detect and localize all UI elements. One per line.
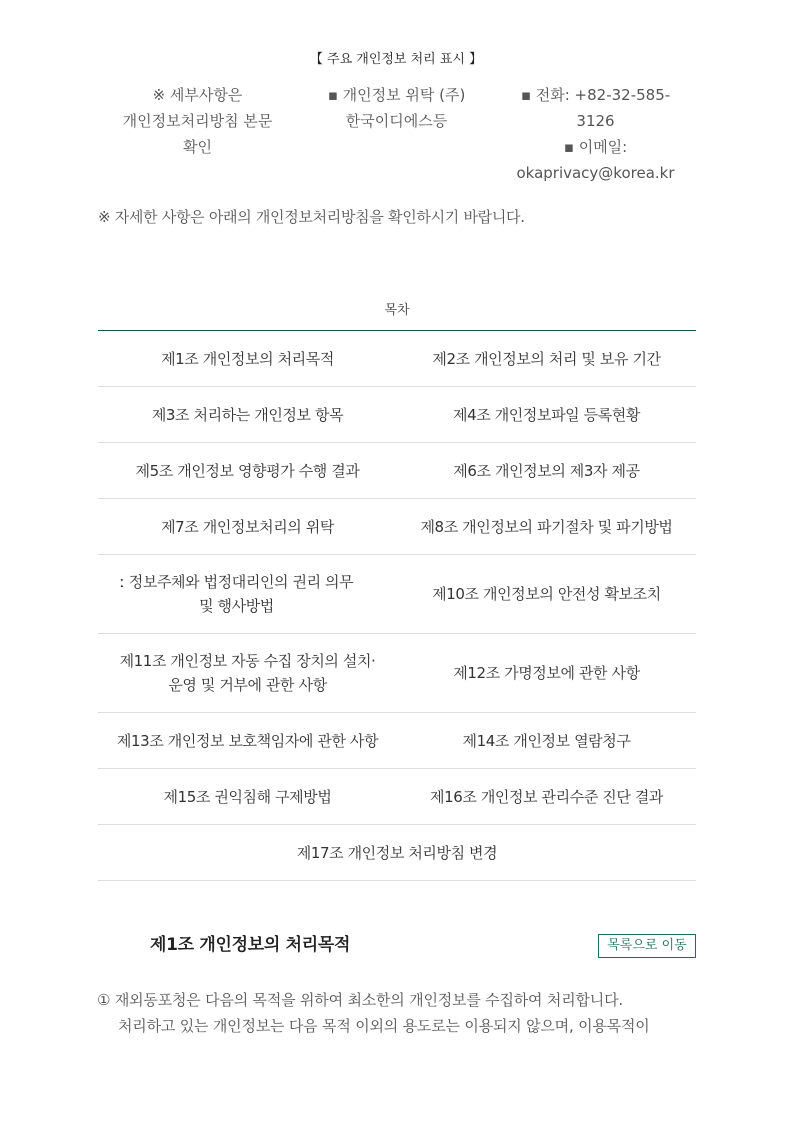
toc-link-article-6[interactable]: 제6조 개인정보의 제3자 제공 [453, 461, 640, 480]
toc-link-article-16[interactable]: 제16조 개인정보 관리수준 진단 결과 [429, 787, 664, 806]
toc-link-line: 운영 및 거부에 관한 사항 [168, 676, 327, 694]
toc-row [98, 331, 696, 387]
summary-line: ※ 세부사항은 [152, 86, 243, 104]
summary-line: 확인 [183, 138, 212, 156]
toc-row [98, 387, 696, 443]
summary-column-contact [496, 82, 695, 186]
toc-title: 목차 [384, 303, 410, 318]
toc-table [98, 330, 696, 881]
toc-link-article-15[interactable]: 제15조 권익침해 구제방법 [163, 787, 332, 806]
toc-link-article-4[interactable]: 제4조 개인정보파일 등록현황 [453, 405, 640, 424]
toc-link-article-5[interactable]: 제5조 개인정보 영향평가 수행 결과 [135, 461, 360, 480]
toc-link-article-14[interactable]: 제14조 개인정보 열람청구 [462, 731, 631, 750]
back-to-toc-button[interactable]: 목록으로 이동 [598, 934, 696, 958]
toc-link-article-9[interactable] [98, 570, 397, 618]
toc-link-article-10[interactable]: 제10조 개인정보의 안전성 확보조치 [432, 585, 661, 603]
toc-link-article-1[interactable]: 제1조 개인정보의 처리목적 [161, 349, 334, 368]
toc-link-article-17[interactable]: 제17조 개인정보 처리방침 변경 [296, 843, 498, 862]
toc-link-line: 제11조 개인정보 자동 수집 장치의 설치· [119, 652, 376, 670]
summary-line-email: okaprivacy@korea.kr [516, 164, 675, 182]
toc-row [98, 499, 696, 555]
toc-link-article-8[interactable]: 제8조 개인정보의 파기절차 및 파기방법 [420, 517, 673, 536]
toc-row [98, 634, 696, 713]
toc-row [98, 825, 696, 881]
toc-link-article-2[interactable]: 제2조 개인정보의 처리 및 보유 기간 [432, 349, 661, 368]
summary-line-phone-cont: 3126 [576, 112, 615, 130]
summary-line: 개인정보처리방침 본문 [122, 112, 273, 130]
toc-link-line: 및 행사방법 [199, 597, 274, 615]
toc-row [98, 443, 696, 499]
toc-row [98, 713, 696, 769]
toc-row [98, 769, 696, 825]
toc-link-article-7[interactable]: 제7조 개인정보처리의 위탁 [161, 517, 334, 536]
toc-link-article-11[interactable] [98, 649, 397, 697]
toc-link-line: ː 정보주체와 법정대리인의 권리 의무 [119, 573, 354, 591]
summary-column-details [98, 82, 297, 186]
toc-link-article-13[interactable]: 제13조 개인정보 보호책임자에 관한 사항 [116, 731, 379, 750]
paragraph-line: 처리하고 있는 개인정보는 다음 목적 이외의 용도로는 이용되지 않으며, 이용목적이 [118, 1017, 650, 1035]
section-heading: 제1조 개인정보의 처리목적 [150, 935, 351, 955]
paragraph-line: ① 재외동포청은 다음의 목적을 위하여 최소한의 개인정보를 수집하여 처리합니다. [97, 991, 623, 1009]
toc-link-article-12[interactable]: 제12조 가명정보에 관한 사항 [453, 664, 640, 682]
notice-text: ※ 자세한 사항은 아래의 개인정보처리방침을 확인하시기 바랍니다. [98, 208, 525, 226]
summary-columns [98, 82, 696, 186]
summary-line-phone: ▪ 전화: +82-32-585- [520, 86, 671, 104]
toc-link-article-3[interactable]: 제3조 처리하는 개인정보 항목 [151, 405, 344, 424]
section-paragraph [97, 987, 650, 1039]
summary-column-consignment [297, 82, 496, 186]
summary-title: 【 주요 개인정보 처리 표시 】 [309, 52, 483, 67]
summary-line: 한국이디에스등 [345, 112, 448, 130]
summary-line: ▪ 개인정보 위탁 (주) [327, 86, 466, 104]
toc-row [98, 555, 696, 634]
summary-line-email-label: ▪ 이메일: [563, 138, 628, 156]
